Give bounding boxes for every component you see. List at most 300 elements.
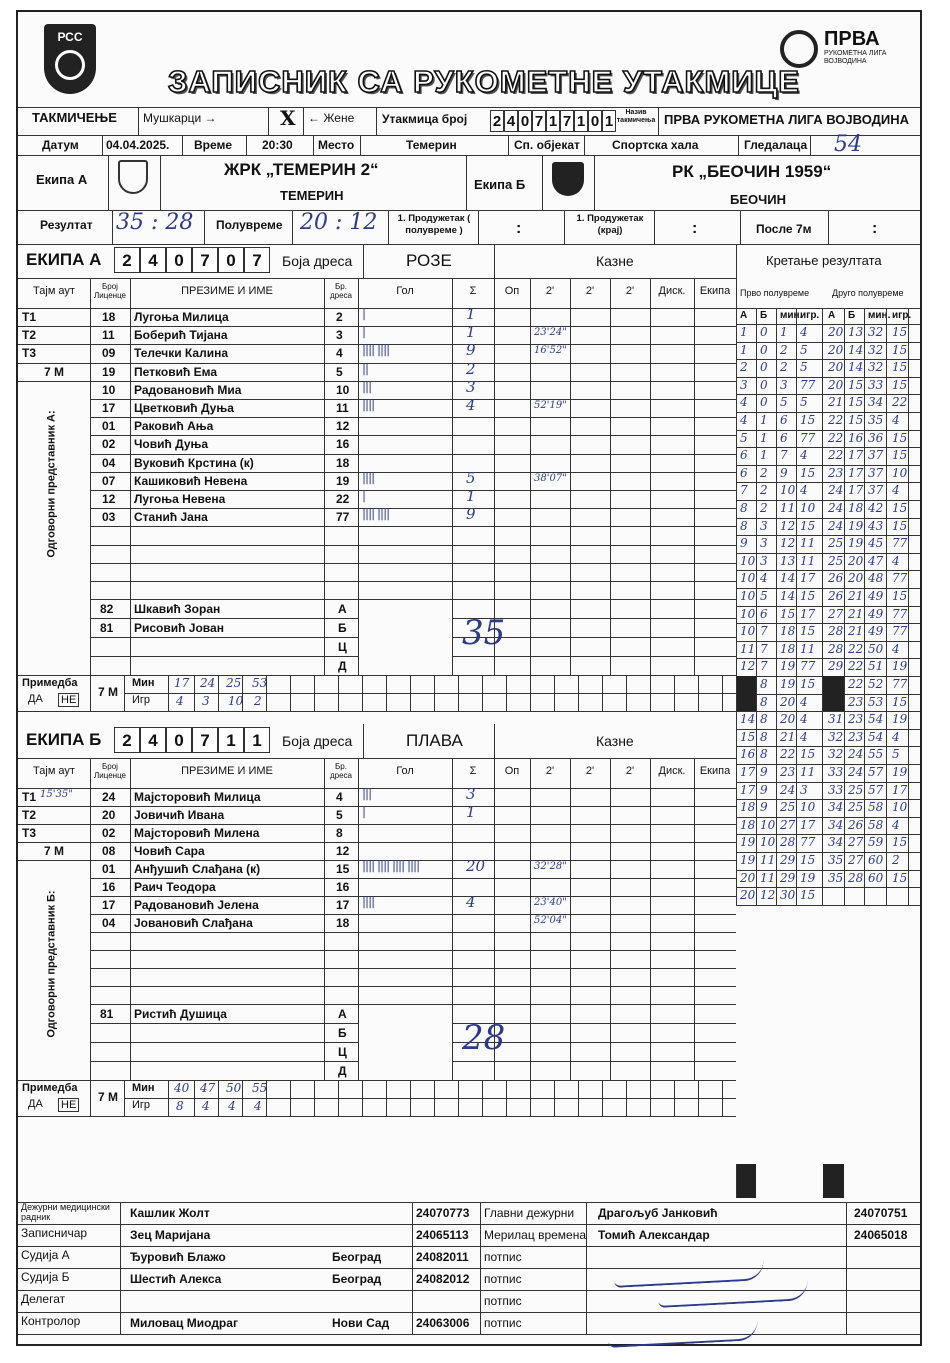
player-license: 04 xyxy=(102,455,116,470)
rule-line xyxy=(90,454,736,455)
progress-cell: 4 xyxy=(760,571,768,586)
rule-line xyxy=(578,675,579,711)
rule-line xyxy=(90,1004,736,1005)
seven-m-player: 4 xyxy=(176,694,184,709)
official-role2: потпис xyxy=(484,1316,522,1330)
seven-m-minute: 47 xyxy=(200,1081,216,1095)
progress-cell: 77 xyxy=(800,659,816,674)
progress-cell: 2 xyxy=(740,360,748,375)
official-license: 24065113 xyxy=(416,1228,469,1242)
column-header-name: ПРЕЗИМЕ И ИМЕ xyxy=(181,285,273,297)
progress-cell: 34 xyxy=(828,817,844,832)
progress-cell: 6 xyxy=(780,430,788,445)
official-name: Ђуровић Блажо xyxy=(130,1250,226,1264)
rule-line xyxy=(586,1202,587,1334)
rule-line xyxy=(18,308,736,309)
progress-cell: 13 xyxy=(848,325,864,339)
progress-cell: 7 xyxy=(760,624,768,639)
official-role-label: Дежурни медицински радник xyxy=(21,1202,110,1222)
rule-line xyxy=(698,675,699,711)
progress-cell: 17 xyxy=(800,817,816,832)
seven-m-minute: 24 xyxy=(200,676,216,691)
rule-line xyxy=(18,1224,920,1225)
progress-cell: 1 xyxy=(740,325,748,339)
rule-line xyxy=(494,758,495,1080)
progress-cell: 15 xyxy=(800,465,816,480)
venue-value: Спортска хала xyxy=(612,138,699,152)
official-city: Београд xyxy=(332,1272,382,1286)
progress-cell: 28 xyxy=(828,624,844,639)
rule-line xyxy=(194,1080,195,1116)
progress-cell: 15 xyxy=(848,413,864,427)
progress-cell: 17 xyxy=(740,782,756,797)
team-b-crest-icon xyxy=(552,162,584,196)
progress-cell: 1 xyxy=(760,413,768,427)
rule-line xyxy=(482,675,483,711)
note-no: НЕ xyxy=(58,1098,79,1112)
progress-cell: 4 xyxy=(800,448,808,463)
rule-line xyxy=(18,860,90,861)
rule-line xyxy=(363,724,364,758)
progress-cell: 7 xyxy=(760,641,768,656)
column-header-team: Екипа xyxy=(699,765,731,777)
progress-cell: 20 xyxy=(740,888,756,903)
progress-cell: 2 xyxy=(760,483,768,498)
rule-line xyxy=(90,526,736,527)
player-license: 04 xyxy=(102,916,116,930)
player-goal-tally: ||| xyxy=(362,378,372,393)
timeout-1-time: 15'35" xyxy=(40,789,73,800)
progress-cell: 52 xyxy=(868,677,884,691)
rule-line xyxy=(90,842,736,843)
player-goal-sum: 2 xyxy=(466,359,476,378)
rule-line xyxy=(90,399,736,400)
progress-cell: 23 xyxy=(848,694,864,709)
progress-cell: 15 xyxy=(892,430,908,445)
player-name: Мајсторовић Милица xyxy=(134,790,261,804)
progress-col-header: игр. xyxy=(892,310,912,321)
player-number: 19 xyxy=(336,473,350,488)
player-name: Кашиковић Невена xyxy=(134,473,248,488)
rule-line xyxy=(90,914,736,915)
player-suspension-time: 23'40" xyxy=(534,897,567,908)
rule-line xyxy=(314,1080,315,1116)
rule-line xyxy=(338,675,339,711)
team-code-digit: 7 xyxy=(192,247,218,273)
match-number-digit: 7 xyxy=(560,110,574,132)
rule-line xyxy=(18,1312,920,1313)
rule-line xyxy=(452,758,453,1080)
progress-cell: 6 xyxy=(740,448,748,463)
progress-cell: 5 xyxy=(740,430,748,445)
progress-cell: 17 xyxy=(848,465,864,480)
rule-line xyxy=(480,1202,481,1334)
progress-cell: 54 xyxy=(868,729,884,744)
rule-line xyxy=(554,675,555,711)
progress-cell: 5 xyxy=(892,747,900,762)
progress-cell: 0 xyxy=(760,325,768,339)
rule-line xyxy=(362,675,363,711)
rule-line xyxy=(130,758,131,1080)
progress-cell: 24 xyxy=(828,483,844,498)
progress-cell: 15 xyxy=(800,589,816,603)
column-header-m3: 2' xyxy=(625,285,635,297)
team-total-goals: 35 xyxy=(462,613,506,654)
rule-line xyxy=(266,1080,267,1116)
player-goal-sum: 1 xyxy=(466,323,476,342)
progress-cell: 15 xyxy=(800,747,816,762)
progress-cell: 25 xyxy=(848,800,864,815)
rule-line xyxy=(324,278,325,675)
progress-cell: 28 xyxy=(828,641,844,656)
column-header-sum: Σ xyxy=(469,285,477,297)
rule-line xyxy=(796,308,797,905)
note-no: НЕ xyxy=(58,693,79,707)
player-suspension-time: 16'52" xyxy=(534,345,567,357)
progress-cell: 9 xyxy=(780,465,788,480)
progress-cell: 0 xyxy=(760,342,768,357)
rule-line xyxy=(90,758,91,1080)
progress-cell: 35 xyxy=(828,853,844,867)
progress-cell: 20 xyxy=(780,694,796,709)
player-goal-sum: 1 xyxy=(466,305,476,323)
second-half-label: Друго полувреме xyxy=(832,288,904,298)
progress-cell: 19 xyxy=(740,835,756,850)
team-code-label: ЕКИПА А xyxy=(26,250,102,269)
league-logo-text: ПРВА xyxy=(824,28,880,50)
progress-cell: 10 xyxy=(780,483,796,498)
progress-cell: 15 xyxy=(848,395,864,410)
progress-cell: 18 xyxy=(780,624,796,639)
progress-cell: 10 xyxy=(760,835,776,850)
column-header-m1: 2' xyxy=(545,765,555,777)
progress-cell: 77 xyxy=(892,677,908,691)
progress-cell: 10 xyxy=(740,571,756,586)
player-name: Радовановић Миа xyxy=(134,382,242,397)
date-label: Датум xyxy=(42,138,79,152)
progress-cell: 7 xyxy=(740,483,748,498)
progress-cell: 6 xyxy=(780,413,788,427)
rule-line xyxy=(90,599,736,600)
official-role-label: Записничар xyxy=(21,1226,88,1240)
progress-cell: 77 xyxy=(892,536,908,551)
progress-cell: 15 xyxy=(892,360,908,375)
progress-cell: 22 xyxy=(828,413,844,427)
venue-label: Сп. објекат xyxy=(514,138,580,152)
date-value: 04.04.2025. xyxy=(106,138,170,152)
progress-cell: 17 xyxy=(740,765,756,779)
player-license: 01 xyxy=(102,419,116,434)
rule-line xyxy=(90,581,736,582)
rule-line xyxy=(90,968,736,969)
progress-cell: 17 xyxy=(892,782,908,797)
player-goal-tally: | xyxy=(362,306,366,320)
jersey-color: ПЛАВА xyxy=(406,731,463,750)
seven-m-player: 4 xyxy=(254,1099,262,1113)
progress-cell: 14 xyxy=(780,589,796,603)
rule-line xyxy=(458,675,459,711)
progress-cell: 4 xyxy=(892,553,900,568)
progress-cell: 14 xyxy=(848,360,864,375)
progress-cell: 19 xyxy=(740,853,756,867)
progress-col-header: игр. xyxy=(800,310,820,321)
progress-cell: 18 xyxy=(740,817,756,832)
official-name: Миловац Миодраг xyxy=(130,1316,238,1330)
progress-cell: 43 xyxy=(868,518,884,533)
progress-cell: 18 xyxy=(740,800,756,815)
first-half-label: Прво полувреме xyxy=(740,288,810,298)
women-label: ← Жене xyxy=(308,111,355,125)
progress-cell: 10 xyxy=(800,501,816,515)
rule-line xyxy=(242,675,243,711)
competition-name-label: Назив такмичења xyxy=(616,109,656,124)
progress-cell: 77 xyxy=(800,835,816,850)
rule-line xyxy=(18,842,90,843)
player-number: 11 xyxy=(336,401,349,415)
player-license: 07 xyxy=(102,473,116,488)
progress-cell: 4 xyxy=(892,641,900,656)
progress-cell: 22 xyxy=(892,395,908,410)
player-number: 12 xyxy=(336,419,350,434)
official-license: 24070773 xyxy=(416,1206,470,1220)
seven-m-minute: 40 xyxy=(174,1081,190,1095)
progress-cell: 16 xyxy=(848,430,864,445)
progress-cell: 14 xyxy=(740,712,756,727)
progress-cell: 3 xyxy=(800,782,808,797)
rule-line xyxy=(386,675,387,711)
rule-line xyxy=(90,472,736,473)
official-license: 24082012 xyxy=(416,1272,470,1286)
progress-cell: 31 xyxy=(828,712,844,727)
rule-line xyxy=(722,1080,723,1116)
player-license: 17 xyxy=(102,401,116,415)
player-goal-tally: |||| xyxy=(362,894,375,908)
league-logo-subtext: РУКОМЕТНА ЛИГА ВОЈВОДИНА xyxy=(824,50,887,65)
column-header-goal: Гол xyxy=(396,765,414,777)
progress-cell: 22 xyxy=(848,677,864,691)
rule-line xyxy=(736,1164,737,1198)
progress-col-header: мин. xyxy=(780,310,803,321)
progress-cell: 11 xyxy=(800,641,816,656)
progress-cell: 77 xyxy=(892,571,908,586)
timeout-2: T2 xyxy=(22,808,37,822)
player-number: 16 xyxy=(336,880,350,894)
match-number-digit: 0 xyxy=(588,110,602,132)
ot2-value: : xyxy=(692,220,698,237)
player-license: 08 xyxy=(102,844,116,858)
progress-cell: 8 xyxy=(760,747,768,762)
team-b-city: БЕОЧИН xyxy=(730,192,786,207)
rule-line xyxy=(908,308,909,905)
progress-cell: 23 xyxy=(848,712,864,727)
rule-line xyxy=(458,1080,459,1116)
column-header-team: Екипа xyxy=(699,285,731,297)
progress-cell: 57 xyxy=(868,782,884,797)
official-city: Београд xyxy=(332,1250,382,1264)
competition-label: ТАКМИЧЕЊЕ xyxy=(32,110,117,125)
progress-cell: 57 xyxy=(868,765,884,779)
official-role: Д xyxy=(338,659,347,674)
player-goal-sum: 1 xyxy=(466,803,476,821)
progress-cell: 20 xyxy=(848,571,864,586)
rule-line xyxy=(90,381,736,382)
rule-line xyxy=(18,758,736,759)
progress-cell: 11 xyxy=(740,641,756,656)
match-number-digit: 1 xyxy=(602,110,616,132)
column-header-timeout: Тајм аут xyxy=(33,285,75,297)
rule-line xyxy=(290,1080,291,1116)
player-license: 03 xyxy=(102,510,116,525)
rule-line xyxy=(736,905,920,906)
progress-cell: 26 xyxy=(848,817,864,832)
halftime-label: Полувреме xyxy=(216,218,283,232)
progress-cell: 24 xyxy=(828,501,844,515)
rule-line xyxy=(314,675,315,711)
progress-cell: 10 xyxy=(740,553,756,568)
player-number: 8 xyxy=(336,826,343,840)
progress-cell: 21 xyxy=(828,395,844,410)
column-header-warn: Оп xyxy=(504,765,520,777)
progress-cell: 24 xyxy=(828,518,844,533)
progress-cell: 3 xyxy=(760,536,768,551)
rule-line xyxy=(124,693,736,694)
progress-cell: 19 xyxy=(780,677,796,691)
rule-line xyxy=(218,1080,219,1116)
progress-cell: 25 xyxy=(828,536,844,551)
progress-cell: 28 xyxy=(780,835,796,850)
progress-cell: 17 xyxy=(848,483,864,498)
team-code-digit: 1 xyxy=(218,727,244,753)
rule-line xyxy=(386,1080,387,1116)
rule-line xyxy=(434,1080,435,1116)
player-license: 20 xyxy=(102,808,116,822)
place-value: Темерин xyxy=(406,138,457,152)
rule-line xyxy=(674,675,675,711)
rule-line xyxy=(530,675,531,711)
official-role: Б xyxy=(338,621,347,636)
progress-cell: 49 xyxy=(868,624,884,639)
progress-cell: 20 xyxy=(740,870,756,885)
ot2-label: 1. Продужетак (крај) xyxy=(576,213,644,236)
seven-m-minute: 53 xyxy=(252,676,268,691)
rule-line xyxy=(18,1202,920,1203)
team-code-digit: 0 xyxy=(218,247,244,273)
progress-cell: 17 xyxy=(800,606,816,621)
team-code-digit: 7 xyxy=(192,727,218,753)
rule-line xyxy=(722,675,723,711)
player-number: 18 xyxy=(336,916,350,930)
progress-cell: 58 xyxy=(868,817,884,832)
women-x-mark: X xyxy=(280,106,296,130)
official-role2: потпис xyxy=(484,1272,522,1286)
rule-line xyxy=(434,675,435,711)
progress-cell: 13 xyxy=(780,553,796,568)
rule-line xyxy=(736,308,920,309)
progress-cell: 45 xyxy=(868,536,884,551)
progress-cell: 20 xyxy=(780,712,796,727)
time-value: 20:30 xyxy=(262,138,293,152)
player-license: 02 xyxy=(102,826,116,840)
progress-cell: 12 xyxy=(740,659,756,674)
player-suspension-time: 52'19" xyxy=(534,400,567,411)
progress-cell: 77 xyxy=(892,624,908,639)
player-goal-sum: 20 xyxy=(466,857,486,875)
rule-line xyxy=(90,896,736,897)
official-role: A xyxy=(338,1007,347,1021)
progress-cell: 4 xyxy=(800,729,808,744)
column-header-m2: 2' xyxy=(585,285,595,297)
rule-line xyxy=(90,326,736,327)
progress-cell: 20 xyxy=(828,325,844,339)
jersey-color: РОЗЕ xyxy=(406,251,452,270)
player-goal-tally: |||| |||| |||| |||| xyxy=(362,858,420,872)
progress-cell: 11 xyxy=(800,536,816,551)
progress-cell: 3 xyxy=(760,553,768,568)
blocked-cell xyxy=(737,1164,756,1198)
official-name: Ристић Душица xyxy=(134,1007,227,1021)
rule-line xyxy=(90,675,91,711)
official-role: Ц xyxy=(338,1045,347,1059)
player-name: Телечки Калина xyxy=(134,346,228,361)
official-role2: потпис xyxy=(484,1294,522,1308)
official-role-label: Судија Б xyxy=(21,1270,70,1284)
progress-cell: 7 xyxy=(760,659,768,674)
progress-cell: 33 xyxy=(828,765,844,779)
blocked-cell xyxy=(737,676,756,711)
progress-cell: 15 xyxy=(892,377,908,392)
player-suspension-time: 52'04" xyxy=(534,915,567,926)
progress-cell: 33 xyxy=(828,782,844,797)
rule-line xyxy=(338,1080,339,1116)
progress-cell: 19 xyxy=(892,712,908,727)
progress-cell: 5 xyxy=(800,395,808,410)
rule-line xyxy=(90,563,736,564)
official2-name: Томић Александар xyxy=(598,1228,710,1242)
progress-cell: 20 xyxy=(828,377,844,392)
progress-cell: 27 xyxy=(780,817,796,832)
official-city: Нови Сад xyxy=(332,1316,390,1330)
progress-cell: 8 xyxy=(760,712,768,727)
rule-line xyxy=(650,278,651,675)
rule-line xyxy=(736,244,737,278)
official-role: Ц xyxy=(338,640,347,655)
halftime-value: 20 : 12 xyxy=(300,210,378,235)
progress-cell: 1 xyxy=(780,325,788,339)
rule-line xyxy=(694,758,695,1080)
seven-m-minute-label: Мин xyxy=(132,677,155,690)
progress-cell: 37 xyxy=(868,465,884,480)
representative-label: Одговорни представник А: xyxy=(45,410,58,558)
progress-col-header: Б xyxy=(760,310,768,321)
progress-cell: 8 xyxy=(760,694,768,709)
progress-cell: 51 xyxy=(868,659,884,674)
rule-line xyxy=(844,308,845,905)
player-license: 16 xyxy=(102,880,116,894)
rule-line xyxy=(90,545,736,546)
player-goal-tally: | xyxy=(362,324,366,339)
player-number: 4 xyxy=(336,790,343,804)
progress-cell: 29 xyxy=(828,659,844,674)
timeout-1: T1 xyxy=(22,790,37,804)
progress-cell: 4 xyxy=(740,395,748,410)
progress-cell: 9 xyxy=(760,782,768,797)
progress-cell: 48 xyxy=(868,571,884,586)
rule-line xyxy=(412,1202,413,1334)
player-suspension-time: 38'07" xyxy=(534,472,567,484)
after-7m-value: : xyxy=(872,220,878,237)
ot1-label: 1. Продужетак ( полувреме ) xyxy=(397,213,471,236)
progress-cell: 15 xyxy=(892,448,908,463)
